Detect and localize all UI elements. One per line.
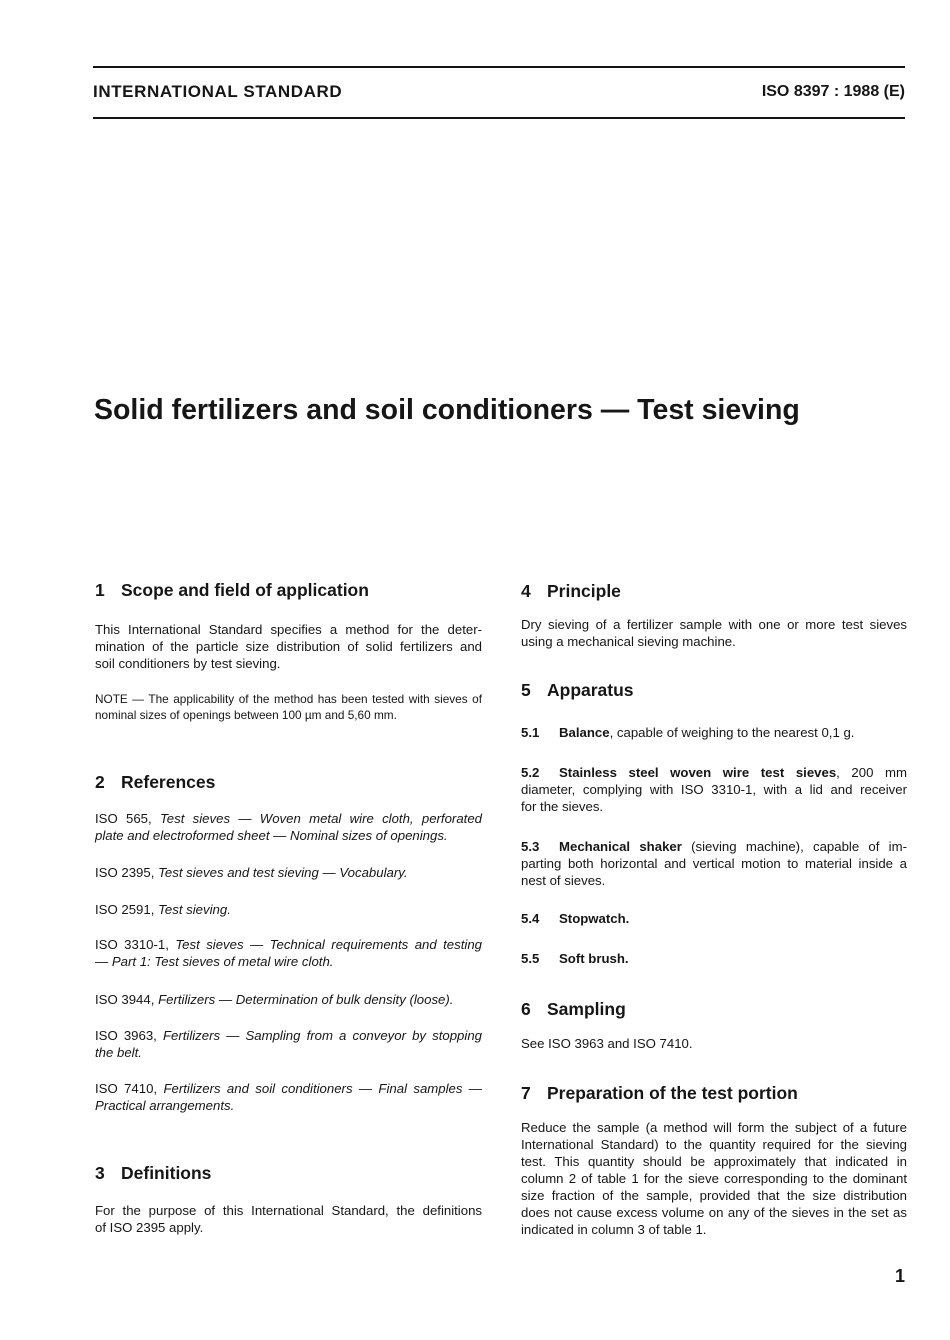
section-number: 6 bbox=[521, 999, 531, 1019]
header-document-type: INTERNATIONAL STANDARD bbox=[93, 82, 343, 101]
text-line bbox=[95, 953, 482, 970]
subclause-number: 5.3 bbox=[521, 839, 540, 854]
apparatus-item-balance bbox=[521, 724, 907, 741]
text-line: using a mechanical sieving machine. bbox=[521, 634, 736, 649]
note-line: nominal sizes of openings between 100 µm and 5,60 mm. bbox=[95, 708, 397, 722]
text-line bbox=[521, 724, 907, 741]
reference-code: ISO 7410, bbox=[95, 1081, 158, 1096]
reference-code: ISO 3944, bbox=[95, 992, 155, 1007]
text-line bbox=[95, 864, 482, 881]
scope-note bbox=[95, 691, 482, 723]
section-number: 2 bbox=[95, 772, 105, 792]
apparatus-description: (sieving machine), capable of im- bbox=[691, 839, 907, 854]
text-line: does not cause excess volume on any of the sieves in the set as bbox=[521, 1205, 907, 1220]
reference-item-iso-3944 bbox=[95, 991, 482, 1008]
apparatus-term: Stainless steel woven wire test sieves bbox=[559, 765, 837, 780]
text-line: nest of sieves. bbox=[521, 873, 606, 888]
subclause-number: 5.4 bbox=[521, 911, 540, 926]
text-line: size fraction of the sample, provided that the size distribution bbox=[521, 1188, 907, 1203]
apparatus-item-stopwatch bbox=[521, 910, 907, 927]
reference-item-iso-2591 bbox=[95, 901, 482, 918]
reference-title: Test sieving. bbox=[158, 902, 231, 917]
scope-paragraph bbox=[95, 621, 482, 672]
reference-title: the belt. bbox=[95, 1045, 142, 1060]
apparatus-item-test-sieves bbox=[521, 764, 907, 815]
reference-code: ISO 565, bbox=[95, 811, 152, 826]
header-bottom-rule bbox=[93, 117, 905, 119]
section-title: Apparatus bbox=[547, 680, 634, 700]
preparation-paragraph bbox=[521, 1119, 907, 1238]
definitions-paragraph bbox=[95, 1202, 482, 1236]
section-number: 7 bbox=[521, 1083, 531, 1103]
subclause-number: 5.1 bbox=[521, 725, 540, 740]
reference-title: Test sieves and test sieving — Vocabulary. bbox=[158, 865, 408, 880]
reference-title: plate and electroformed sheet — Nominal sizes of openings. bbox=[95, 828, 448, 843]
text-line bbox=[521, 838, 907, 855]
reference-item-iso-7410 bbox=[95, 1080, 482, 1114]
header-top-rule bbox=[93, 66, 905, 68]
reference-item-iso-2395 bbox=[95, 864, 482, 881]
text-line: diameter, complying with ISO 3310-1, with a lid and receiver bbox=[521, 782, 907, 797]
reference-title: Fertilizers — Determination of bulk density (loose). bbox=[158, 992, 454, 1007]
reference-title: — Part 1: Test sieves of metal wire cloth. bbox=[95, 954, 334, 969]
reference-item-iso-3963 bbox=[95, 1027, 482, 1061]
text-line: Dry sieving of a fertilizer sample with one or more test sieves bbox=[521, 617, 907, 632]
section-number: 3 bbox=[95, 1163, 105, 1183]
text-line: test. This quantity should be approximately that indicated in bbox=[521, 1154, 907, 1169]
apparatus-term: Balance bbox=[559, 725, 610, 740]
text-line bbox=[95, 1027, 482, 1044]
section-number: 5 bbox=[521, 680, 531, 700]
section-heading-principle bbox=[521, 580, 907, 602]
reference-title: Practical arrangements. bbox=[95, 1098, 235, 1113]
reference-code: ISO 3310-1, bbox=[95, 937, 169, 952]
section-heading-apparatus bbox=[521, 679, 907, 701]
subclause-number: 5.5 bbox=[521, 951, 540, 966]
text-line: International Standard) to the quantity required for the sieving bbox=[521, 1137, 907, 1152]
text-line bbox=[95, 901, 482, 918]
section-title: Principle bbox=[547, 581, 621, 601]
text-line: column 2 of table 1 for the sieve corresponding to the dominant bbox=[521, 1171, 907, 1186]
apparatus-item-soft-brush bbox=[521, 950, 907, 967]
page-title: Solid fertilizers and soil conditioners — Test sieving bbox=[94, 394, 800, 426]
section-heading-sampling bbox=[521, 998, 907, 1020]
text-line bbox=[95, 1097, 482, 1114]
apparatus-term: Mechanical shaker bbox=[559, 839, 682, 854]
reference-item-iso-565 bbox=[95, 810, 482, 844]
text-line: for the sieves. bbox=[521, 799, 604, 814]
principle-paragraph bbox=[521, 616, 907, 650]
text-line bbox=[95, 810, 482, 827]
section-heading-preparation bbox=[521, 1082, 907, 1104]
text-line: For the purpose of this International Standard, the definitions bbox=[95, 1203, 482, 1218]
text-line: This International Standard specifies a method for the deter- bbox=[95, 622, 482, 637]
text-line bbox=[95, 1044, 482, 1061]
text-line: mination of the particle size distribution of solid fertilizers and bbox=[95, 639, 482, 654]
text-line: Reduce the sample (a method will form the subject of a future bbox=[521, 1120, 907, 1135]
section-title: Sampling bbox=[547, 999, 626, 1019]
text-line bbox=[95, 1080, 482, 1097]
reference-item-iso-3310-1 bbox=[95, 936, 482, 970]
section-heading-references bbox=[95, 771, 482, 793]
reference-title: Test sieves — Technical requirements and testing bbox=[175, 937, 482, 952]
apparatus-description: , capable of weighing to the nearest 0,1 g. bbox=[609, 725, 855, 740]
text-line bbox=[95, 991, 482, 1008]
section-heading-scope bbox=[95, 579, 482, 601]
text-line: of ISO 2395 apply. bbox=[95, 1220, 204, 1235]
text-line bbox=[95, 827, 482, 844]
section-number: 4 bbox=[521, 581, 531, 601]
text-line: See ISO 3963 and ISO 7410. bbox=[521, 1036, 693, 1051]
section-heading-definitions bbox=[95, 1162, 482, 1184]
apparatus-term: Stopwatch. bbox=[559, 911, 630, 926]
text-line: parting both horizontal and vertical motion to material inside a bbox=[521, 856, 907, 871]
section-title: Preparation of the test portion bbox=[547, 1083, 798, 1103]
text-line: soil conditioners by test sieving. bbox=[95, 656, 281, 671]
reference-title: Test sieves — Woven metal wire cloth, perforated bbox=[159, 811, 482, 826]
text-line: indicated in column 3 of table 1. bbox=[521, 1222, 707, 1237]
text-line bbox=[521, 950, 907, 967]
reference-title: Fertilizers and soil conditioners — Final samples — bbox=[163, 1081, 482, 1096]
page-number: 1 bbox=[895, 1266, 906, 1286]
sampling-paragraph bbox=[521, 1035, 907, 1052]
reference-code: ISO 3963, bbox=[95, 1028, 157, 1043]
apparatus-description: , 200 mm bbox=[836, 765, 908, 780]
section-title: Definitions bbox=[121, 1163, 212, 1183]
section-title: Scope and field of application bbox=[121, 580, 369, 600]
reference-code: ISO 2591, bbox=[95, 902, 155, 917]
subclause-number: 5.2 bbox=[521, 765, 540, 780]
reference-code: ISO 2395, bbox=[95, 865, 155, 880]
reference-title: Fertilizers — Sampling from a conveyor by stopping bbox=[162, 1028, 482, 1043]
text-line bbox=[521, 910, 907, 927]
note-line: NOTE — The applicability of the method has been tested with sieves of bbox=[95, 692, 482, 706]
section-number: 1 bbox=[95, 580, 105, 600]
text-line bbox=[521, 764, 907, 781]
apparatus-term: Soft brush. bbox=[559, 951, 629, 966]
header-standard-number: ISO 8397 : 1988 (E) bbox=[761, 83, 905, 100]
text-line bbox=[95, 936, 482, 953]
section-title: References bbox=[121, 772, 216, 792]
apparatus-item-mechanical-shaker bbox=[521, 838, 907, 889]
